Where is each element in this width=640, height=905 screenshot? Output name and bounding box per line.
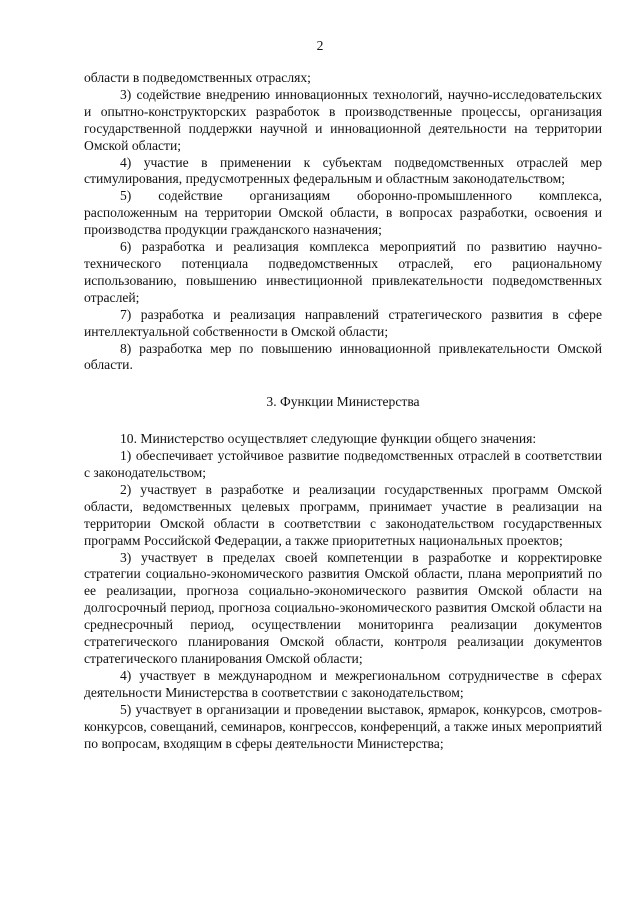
paragraph: 7) разработка и реализация направлений стратегического развития в сфере интеллектуальной собственности в Омской области;: [84, 306, 602, 339]
document-body: [84, 70, 602, 752]
paragraph: 4) участие в применении к субъектам подведомственных отраслей мер стимулирования, предусмотренных федеральным и областным законодательством;: [84, 154, 602, 187]
paragraph: 3) участвует в пределах своей компетенции в разработке и корректировке стратегии социально-экономического развития Омской области, плана мероприятий по ее реализации, прогноза социально-экономического развития Омской области на долгосрочный период, прогноза социально-экономического развития Омской области на среднесрочный период, осуществлении мониторинга реализации документов стратегического планирования Омской области, контроля реализации документов стратегического планирования Омской области;: [84, 549, 602, 666]
paragraph: 3) содействие внедрению инновационных технологий, научно-исследовательских и опытно-конструкторских разработок в производственные процессы, организация государственной поддержки научной и инновационной деятельности на территории Омской области;: [84, 86, 602, 153]
paragraph: 1) обеспечивает устойчивое развитие подведомственных отраслей в соответствии с законодательством;: [84, 448, 602, 481]
paragraph: 5) участвует в организации и проведении выставок, ярмарок, конкурсов, смотров-конкурсов, совещаний, семинаров, конгрессов, конференций, а также иных мероприятий по вопросам, входящим в сферы деятельности Министерства;: [84, 701, 602, 751]
paragraph: 4) участвует в международном и межрегиональном сотрудничестве в сферах деятельности Министерства в соответствии с законодательством;: [84, 667, 602, 700]
paragraph: 8) разработка мер по повышению инновационной привлекательности Омской области.: [84, 340, 602, 373]
section-heading: 3. Функции Министерства: [266, 394, 420, 410]
page-number: 2: [316, 38, 324, 53]
paragraph: области в подведомственных отраслях;: [84, 70, 311, 85]
paragraph: 10. Министерство осуществляет следующие функции общего значения:: [120, 431, 537, 447]
paragraph: 6) разработка и реализация комплекса мероприятий по развитию научно-технического потенциала подведомственных отраслей, его рациональному использованию, повышению инвестиционной привлекательности подведомственных отраслей;: [84, 239, 602, 305]
paragraph: 5) содействие организациям оборонно-промышленного комплекса, расположенным на территории Омской области, в вопросах разработки, освоения и производства продукции гражданского назначения;: [84, 188, 602, 238]
paragraph: 2) участвует в разработке и реализации государственных программ Омской области, ведомственных целевых программ, принимает участие в реализации на территории Омской области в соответствии с законодательством государственных программ Российской Федерации, а также приоритетных национальных проектов;: [84, 481, 602, 548]
